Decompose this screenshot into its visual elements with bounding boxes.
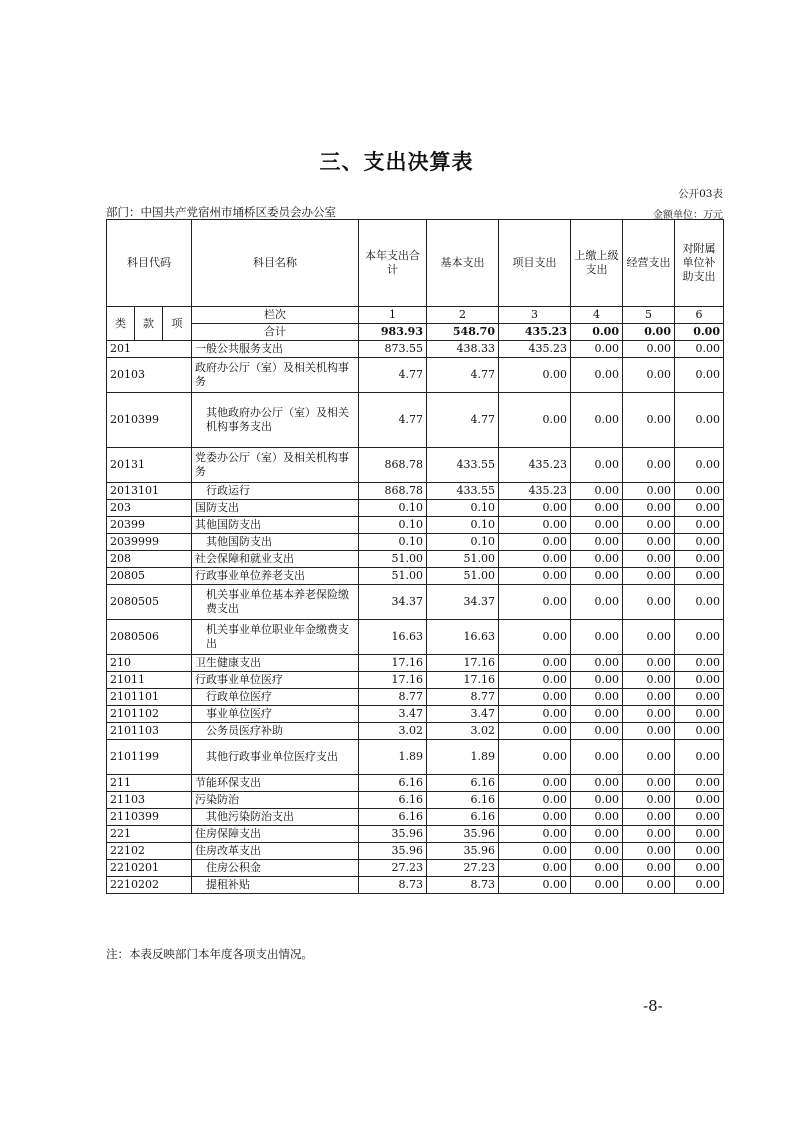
- col-number: 5: [623, 307, 675, 324]
- subject-name-cell: 其他政府办公厅（室）及相关机构事务支出: [192, 393, 359, 448]
- subject-name-cell: 国防支出: [192, 500, 359, 517]
- amount-cell: 4.77: [359, 393, 427, 448]
- header-total: 本年支出合计: [359, 220, 427, 307]
- table-row: [107, 483, 724, 500]
- total-value: 548.70: [427, 324, 499, 341]
- subject-name-cell: 其他国防支出: [192, 534, 359, 551]
- amount-cell: 0.00: [499, 672, 571, 689]
- amount-cell: 16.63: [427, 620, 499, 655]
- table-row: [107, 706, 724, 723]
- amount-cell: 435.23: [499, 483, 571, 500]
- amount-cell: 0.00: [571, 517, 623, 534]
- subject-code-cell: 211: [107, 775, 192, 792]
- amount-cell: 6.16: [359, 809, 427, 826]
- amount-cell: 0.10: [427, 534, 499, 551]
- amount-cell: 3.47: [427, 706, 499, 723]
- header-row: [107, 220, 724, 307]
- amount-cell: 0.00: [675, 341, 724, 358]
- amount-cell: 0.00: [499, 500, 571, 517]
- amount-cell: 0.00: [675, 517, 724, 534]
- table-row: [107, 723, 724, 740]
- subject-code-cell: 2080506: [107, 620, 192, 655]
- subject-code-cell: 21103: [107, 792, 192, 809]
- amount-cell: 3.47: [359, 706, 427, 723]
- subject-code-cell: 20805: [107, 568, 192, 585]
- amount-cell: 0.00: [623, 655, 675, 672]
- amount-cell: 4.77: [359, 358, 427, 393]
- amount-cell: 0.00: [499, 775, 571, 792]
- subject-code-cell: 20103: [107, 358, 192, 393]
- amount-cell: 0.10: [359, 534, 427, 551]
- amount-cell: 0.00: [499, 358, 571, 393]
- amount-cell: 0.10: [427, 517, 499, 534]
- amount-cell: 0.00: [623, 517, 675, 534]
- subject-name-cell: 其他污染防治支出: [192, 809, 359, 826]
- amount-cell: 0.00: [499, 792, 571, 809]
- amount-cell: 433.55: [427, 483, 499, 500]
- subject-code-cell: 2039999: [107, 534, 192, 551]
- header-subject-code: 科目代码: [107, 220, 192, 307]
- subject-code-cell: 2210202: [107, 877, 192, 894]
- amount-cell: 0.00: [623, 551, 675, 568]
- amount-cell: 0.00: [675, 860, 724, 877]
- subject-code-cell: 2110399: [107, 809, 192, 826]
- amount-cell: 0.00: [499, 740, 571, 775]
- subject-name-cell: 行政事业单位养老支出: [192, 568, 359, 585]
- table-row: [107, 500, 724, 517]
- amount-cell: 0.00: [675, 672, 724, 689]
- amount-cell: 0.00: [571, 740, 623, 775]
- col-number: 4: [571, 307, 623, 324]
- amount-cell: 6.16: [427, 809, 499, 826]
- amount-cell: 0.00: [499, 809, 571, 826]
- amount-cell: 17.16: [359, 655, 427, 672]
- amount-cell: 0.00: [623, 826, 675, 843]
- table-note: 注：本表反映部门本年度各项支出情况。: [106, 947, 313, 961]
- amount-cell: 6.16: [359, 792, 427, 809]
- amount-cell: 0.00: [623, 672, 675, 689]
- amount-cell: 35.96: [359, 843, 427, 860]
- amount-cell: 0.00: [675, 689, 724, 706]
- table-row: [107, 877, 724, 894]
- amount-cell: 51.00: [427, 568, 499, 585]
- table-row: [107, 826, 724, 843]
- subject-code-cell: 22102: [107, 843, 192, 860]
- amount-cell: 0.00: [623, 843, 675, 860]
- subject-code-cell: 20131: [107, 448, 192, 483]
- amount-cell: 0.00: [675, 655, 724, 672]
- amount-cell: 6.16: [427, 792, 499, 809]
- col-number: 3: [499, 307, 571, 324]
- subject-name-cell: 党委办公厅（室）及相关机构事务: [192, 448, 359, 483]
- amount-cell: 0.00: [623, 620, 675, 655]
- total-value: 0.00: [623, 324, 675, 341]
- table-row: [107, 551, 724, 568]
- amount-cell: 0.00: [623, 358, 675, 393]
- subject-name-cell: 机关事业单位基本养老保险缴费支出: [192, 585, 359, 620]
- amount-cell: 35.96: [427, 826, 499, 843]
- amount-cell: 0.00: [571, 877, 623, 894]
- page-title: 三、支出决算表: [319, 150, 474, 174]
- amount-cell: 0.00: [675, 843, 724, 860]
- amount-cell: 34.37: [427, 585, 499, 620]
- amount-cell: 35.96: [427, 843, 499, 860]
- amount-cell: 0.00: [675, 448, 724, 483]
- table-row: [107, 860, 724, 877]
- subject-name-cell: 节能环保支出: [192, 775, 359, 792]
- table-row: [107, 792, 724, 809]
- amount-cell: 0.00: [571, 689, 623, 706]
- amount-cell: 0.00: [499, 860, 571, 877]
- amount-cell: 0.00: [571, 672, 623, 689]
- header-basic: 基本支出: [427, 220, 499, 307]
- amount-cell: 0.00: [499, 585, 571, 620]
- subject-code-cell: 2210201: [107, 860, 192, 877]
- header-lanci: 栏次: [192, 307, 359, 324]
- amount-cell: 0.00: [675, 358, 724, 393]
- amount-cell: 0.00: [623, 877, 675, 894]
- amount-cell: 0.00: [623, 740, 675, 775]
- amount-cell: 0.00: [623, 483, 675, 500]
- amount-cell: 35.96: [359, 826, 427, 843]
- amount-cell: 8.77: [359, 689, 427, 706]
- table-row: [107, 393, 724, 448]
- amount-cell: 0.00: [675, 534, 724, 551]
- amount-cell: 0.00: [675, 826, 724, 843]
- subject-name-cell: 社会保障和就业支出: [192, 551, 359, 568]
- amount-cell: 0.00: [499, 393, 571, 448]
- amount-cell: 868.78: [359, 483, 427, 500]
- amount-cell: 8.73: [427, 877, 499, 894]
- subject-code-cell: 2101103: [107, 723, 192, 740]
- subject-name-cell: 提租补贴: [192, 877, 359, 894]
- subject-code-cell: 2101102: [107, 706, 192, 723]
- table-row: [107, 843, 724, 860]
- amount-cell: 0.00: [623, 689, 675, 706]
- amount-cell: 0.00: [675, 706, 724, 723]
- amount-cell: 0.00: [571, 534, 623, 551]
- header-subsidy: 对附属单位补助支出: [675, 220, 724, 307]
- amount-cell: 0.10: [427, 500, 499, 517]
- amount-cell: 0.00: [571, 792, 623, 809]
- table-row: [107, 740, 724, 775]
- total-label: 合计: [192, 324, 359, 341]
- column-number-row: [107, 307, 724, 324]
- subject-code-cell: 2080505: [107, 585, 192, 620]
- unit-label: 金额单位：万元: [653, 210, 723, 221]
- amount-cell: 0.00: [571, 483, 623, 500]
- subject-code-cell: 208: [107, 551, 192, 568]
- amount-cell: 0.00: [571, 809, 623, 826]
- total-value: 0.00: [571, 324, 623, 341]
- amount-cell: 0.00: [675, 809, 724, 826]
- col-number: 6: [675, 307, 724, 324]
- amount-cell: 3.02: [359, 723, 427, 740]
- table-row: [107, 448, 724, 483]
- amount-cell: 0.00: [675, 877, 724, 894]
- header-upper: 上缴上级支出: [571, 220, 623, 307]
- table-row: [107, 775, 724, 792]
- amount-cell: 1.89: [359, 740, 427, 775]
- department-label: 部门：中国共产党宿州市埇桥区委员会办公室: [106, 205, 336, 219]
- subject-name-cell: 其他行政事业单位医疗支出: [192, 740, 359, 775]
- amount-cell: 0.00: [623, 500, 675, 517]
- subject-name-cell: 卫生健康支出: [192, 655, 359, 672]
- subject-name-cell: 一般公共服务支出: [192, 341, 359, 358]
- amount-cell: 433.55: [427, 448, 499, 483]
- table-row: [107, 689, 724, 706]
- subject-code-cell: 210: [107, 655, 192, 672]
- amount-cell: 0.00: [499, 568, 571, 585]
- amount-cell: 17.16: [427, 672, 499, 689]
- amount-cell: 0.00: [571, 706, 623, 723]
- amount-cell: 0.10: [359, 500, 427, 517]
- amount-cell: 0.00: [571, 585, 623, 620]
- amount-cell: 0.00: [571, 775, 623, 792]
- amount-cell: 17.16: [359, 672, 427, 689]
- subject-name-cell: 其他国防支出: [192, 517, 359, 534]
- table-row: [107, 358, 724, 393]
- amount-cell: 0.00: [571, 843, 623, 860]
- amount-cell: 0.00: [571, 620, 623, 655]
- amount-cell: 0.00: [571, 860, 623, 877]
- subject-code-cell: 203: [107, 500, 192, 517]
- header-business: 经营支出: [623, 220, 675, 307]
- amount-cell: 8.77: [427, 689, 499, 706]
- subject-name-cell: 事业单位医疗: [192, 706, 359, 723]
- amount-cell: 435.23: [499, 448, 571, 483]
- amount-cell: 0.00: [675, 500, 724, 517]
- amount-cell: 0.00: [499, 517, 571, 534]
- amount-cell: 0.00: [623, 723, 675, 740]
- amount-cell: 27.23: [359, 860, 427, 877]
- table-row: [107, 534, 724, 551]
- subject-code-cell: 20399: [107, 517, 192, 534]
- amount-cell: 0.00: [675, 775, 724, 792]
- subject-name-cell: 住房公积金: [192, 860, 359, 877]
- table-row: [107, 809, 724, 826]
- amount-cell: 868.78: [359, 448, 427, 483]
- amount-cell: 0.00: [675, 723, 724, 740]
- amount-cell: 0.00: [571, 393, 623, 448]
- amount-cell: 0.00: [623, 792, 675, 809]
- amount-cell: 0.00: [623, 534, 675, 551]
- amount-cell: 1.89: [427, 740, 499, 775]
- subject-name-cell: 行政单位医疗: [192, 689, 359, 706]
- amount-cell: 0.00: [571, 723, 623, 740]
- form-code: 公开03表: [678, 188, 723, 200]
- amount-cell: 4.77: [427, 393, 499, 448]
- amount-cell: 0.00: [675, 620, 724, 655]
- amount-cell: 0.00: [571, 655, 623, 672]
- amount-cell: 16.63: [359, 620, 427, 655]
- amount-cell: 0.00: [571, 826, 623, 843]
- header-lei: 类: [107, 307, 135, 341]
- amount-cell: 51.00: [359, 551, 427, 568]
- expenditure-table: [106, 219, 724, 894]
- amount-cell: 438.33: [427, 341, 499, 358]
- total-value: 435.23: [499, 324, 571, 341]
- amount-cell: 0.00: [499, 723, 571, 740]
- amount-cell: 8.73: [359, 877, 427, 894]
- amount-cell: 0.00: [623, 860, 675, 877]
- amount-cell: 0.00: [499, 655, 571, 672]
- amount-cell: 873.55: [359, 341, 427, 358]
- amount-cell: 4.77: [427, 358, 499, 393]
- amount-cell: 0.00: [623, 448, 675, 483]
- subject-name-cell: 政府办公厅（室）及相关机构事务: [192, 358, 359, 393]
- amount-cell: 0.00: [499, 620, 571, 655]
- header-project: 项目支出: [499, 220, 571, 307]
- amount-cell: 0.00: [675, 585, 724, 620]
- amount-cell: 0.00: [571, 568, 623, 585]
- amount-cell: 435.23: [499, 341, 571, 358]
- amount-cell: 0.00: [571, 341, 623, 358]
- amount-cell: 0.00: [623, 775, 675, 792]
- table-row: [107, 517, 724, 534]
- subject-code-cell: 2101101: [107, 689, 192, 706]
- col-number: 1: [359, 307, 427, 324]
- amount-cell: 0.00: [623, 585, 675, 620]
- amount-cell: 0.00: [675, 483, 724, 500]
- page-number: -8-: [643, 997, 663, 1015]
- amount-cell: 0.00: [675, 792, 724, 809]
- amount-cell: 0.00: [623, 706, 675, 723]
- amount-cell: 0.00: [675, 568, 724, 585]
- amount-cell: 0.00: [571, 448, 623, 483]
- amount-cell: 0.00: [623, 568, 675, 585]
- subject-code-cell: 21011: [107, 672, 192, 689]
- col-number: 2: [427, 307, 499, 324]
- amount-cell: 34.37: [359, 585, 427, 620]
- subject-code-cell: 201: [107, 341, 192, 358]
- amount-cell: 0.00: [499, 534, 571, 551]
- table-row: [107, 585, 724, 620]
- subject-name-cell: 污染防治: [192, 792, 359, 809]
- amount-cell: 0.00: [571, 551, 623, 568]
- amount-cell: 6.16: [427, 775, 499, 792]
- header-subject-name: 科目名称: [192, 220, 359, 307]
- subject-code-cell: 221: [107, 826, 192, 843]
- amount-cell: 0.00: [675, 740, 724, 775]
- amount-cell: 51.00: [427, 551, 499, 568]
- table-row: [107, 568, 724, 585]
- total-value: 0.00: [675, 324, 724, 341]
- amount-cell: 6.16: [359, 775, 427, 792]
- subject-code-cell: 2101199: [107, 740, 192, 775]
- amount-cell: 0.00: [499, 843, 571, 860]
- amount-cell: 0.00: [675, 551, 724, 568]
- amount-cell: 0.00: [623, 809, 675, 826]
- total-row: [107, 324, 724, 341]
- amount-cell: 0.00: [499, 877, 571, 894]
- header-kuan: 款: [135, 307, 163, 341]
- subject-name-cell: 住房保障支出: [192, 826, 359, 843]
- table-row: [107, 655, 724, 672]
- subject-name-cell: 公务员医疗补助: [192, 723, 359, 740]
- amount-cell: 0.00: [571, 358, 623, 393]
- amount-cell: 0.10: [359, 517, 427, 534]
- amount-cell: 0.00: [499, 826, 571, 843]
- amount-cell: 0.00: [571, 500, 623, 517]
- amount-cell: 51.00: [359, 568, 427, 585]
- header-xiang: 项: [163, 307, 192, 341]
- table-row: [107, 341, 724, 358]
- table-row: [107, 672, 724, 689]
- total-value: 983.93: [359, 324, 427, 341]
- amount-cell: 0.00: [499, 706, 571, 723]
- amount-cell: 17.16: [427, 655, 499, 672]
- amount-cell: 0.00: [623, 393, 675, 448]
- amount-cell: 0.00: [623, 341, 675, 358]
- table-row: [107, 620, 724, 655]
- subject-code-cell: 2010399: [107, 393, 192, 448]
- amount-cell: 3.02: [427, 723, 499, 740]
- subject-name-cell: 行政事业单位医疗: [192, 672, 359, 689]
- subject-code-cell: 2013101: [107, 483, 192, 500]
- subject-name-cell: 行政运行: [192, 483, 359, 500]
- subject-name-cell: 机关事业单位职业年金缴费支出: [192, 620, 359, 655]
- amount-cell: 0.00: [499, 551, 571, 568]
- amount-cell: 0.00: [499, 689, 571, 706]
- amount-cell: 0.00: [675, 393, 724, 448]
- subject-name-cell: 住房改革支出: [192, 843, 359, 860]
- amount-cell: 27.23: [427, 860, 499, 877]
